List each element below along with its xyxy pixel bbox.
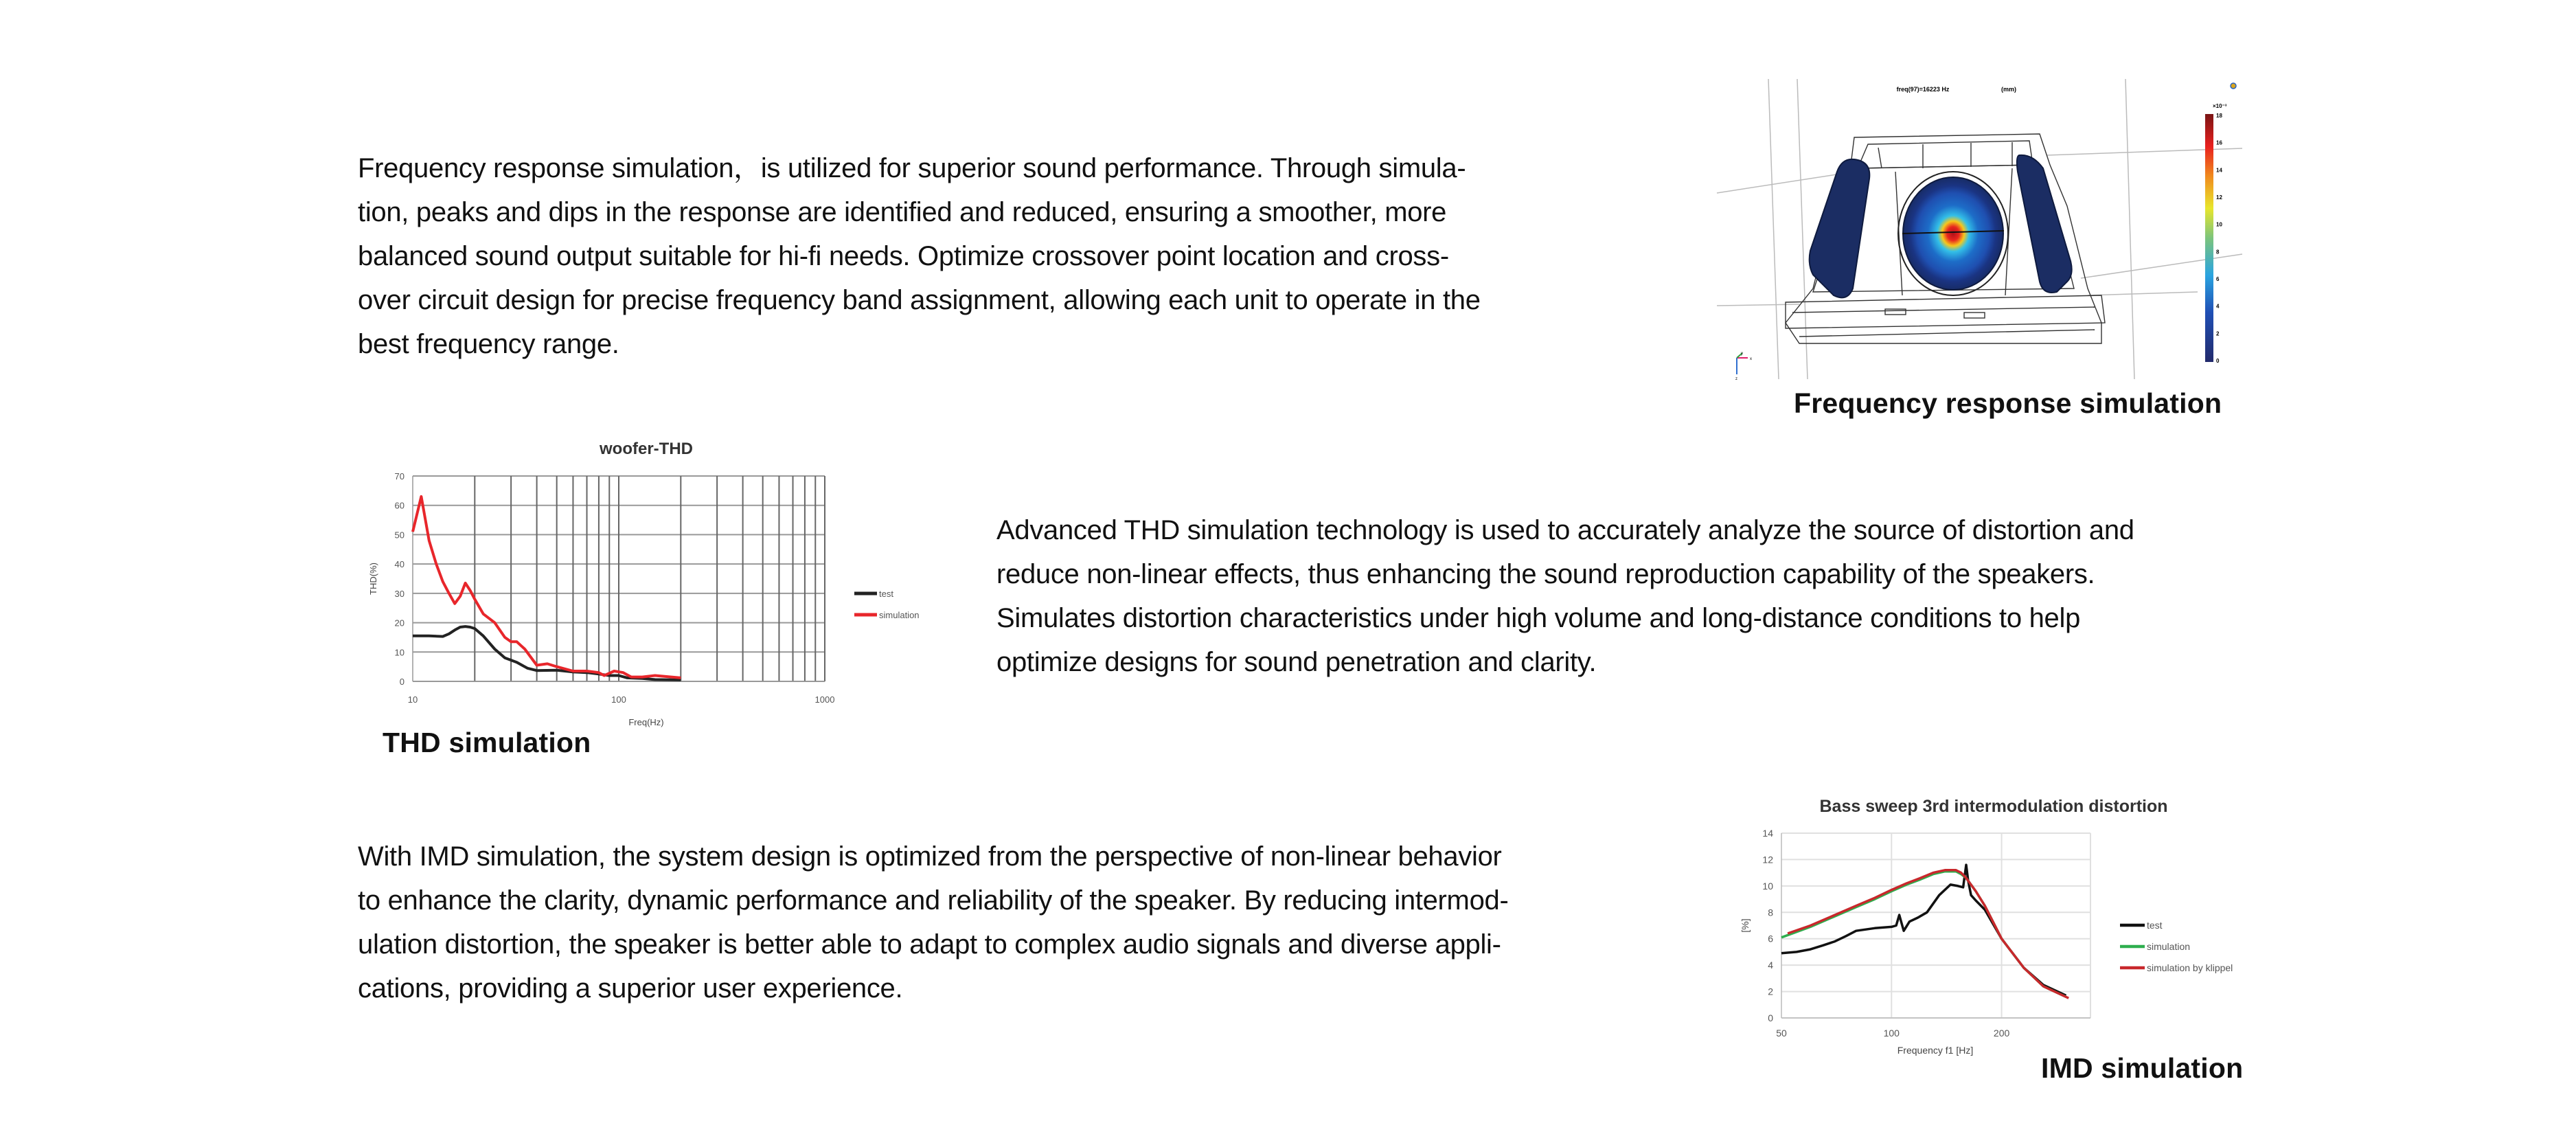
colorbar-tick-label: 0 [2216,358,2220,364]
colorbar-tick-label: 2 [2216,330,2220,337]
y-tick-label: 6 [1768,933,1773,944]
y-axis-label: THD(%) [368,563,378,595]
colorbar-tick-label: 4 [2216,303,2220,310]
paragraph-line: With IMD simulation, the system design is optimized from the perspective of non-linear behavior [358,841,1502,872]
paragraph-line: Advanced THD simulation technology is used to accurately analyze the source of distortion and [996,515,2134,545]
y-tick-label: 0 [1768,1012,1773,1023]
paragraph-line: cations, providing a superior user experience. [358,973,903,1004]
colorbar-tick-label: 14 [2216,167,2222,174]
svg-text:y: y [1741,352,1743,356]
y-tick-label: 0 [399,677,404,687]
paragraph-line: optimize designs for sound penetration and clarity. [996,647,1597,677]
legend-label: test [2147,920,2163,931]
legend-label: simulation [2147,941,2191,952]
y-tick-label: 40 [394,559,404,570]
y-tick-label: 30 [394,588,404,599]
y-tick-label: 14 [1762,828,1773,839]
colorbar-tick-label: 6 [2216,276,2220,282]
colorbar-tick-label: 8 [2216,249,2220,256]
legend-label: simulation [879,610,920,620]
paragraph-line: to enhance the clarity, dynamic performance and reliability of the speaker. By reducing intermod- [358,885,1509,916]
chart-title: Bass sweep 3rd intermodulation distortion [1819,797,2168,816]
x-tick-label: 100 [611,694,626,705]
y-tick-label: 2 [1768,986,1773,997]
svg-text:x: x [1750,357,1752,361]
svg-text:z: z [1735,377,1737,381]
paragraph-line: Simulates distortion characteristics under high volume and long-distance conditions to help [996,603,2081,633]
y-tick-label: 12 [1762,854,1773,865]
y-tick-label: 50 [394,530,404,541]
y-tick-label: 60 [394,500,404,511]
simulation-title: freq(97)=16223 Hz [1896,86,1950,93]
chart-title: woofer-THD [600,440,693,458]
colorbar-tick-label: 16 [2216,139,2222,146]
paragraph-line: tion, peaks and dips in the response are identified and reduced, ensuring a smoother, more [358,197,1447,227]
paragraph-line: over circuit design for precise frequency band assignment, allowing each unit to operate in the [358,285,1481,315]
legend-label: test [879,589,893,599]
colorbar-tick-label: 18 [2216,113,2222,119]
x-axis-label: Freq(Hz) [628,717,664,727]
colorbar-tick-label: 12 [2216,194,2222,201]
paragraph-line: balanced sound output suitable for hi-fi needs. Optimize crossover point location and cross- [358,241,1449,271]
series-line-simulation [1781,872,2066,997]
paragraph-line: Frequency response simulation，is utilized for superior sound performance. Through simula- [358,153,1466,183]
x-axis-label: Frequency f1 [Hz] [1897,1045,1974,1056]
x-tick-label: 1000 [814,694,835,705]
y-tick-label: 20 [394,617,404,628]
x-tick-label: 100 [1883,1028,1900,1039]
thd-caption: THD simulation [383,727,591,758]
simulation-unit: (mm) [2001,86,2016,93]
colorbar-tick-label: 10 [2216,221,2222,228]
frequency-caption: Frequency response simulation [1794,387,2222,419]
y-tick-label: 10 [1762,880,1773,892]
y-tick-label: 4 [1768,960,1773,971]
series-line-test [1781,865,2066,995]
y-tick-label: 10 [394,647,404,658]
imd-caption: IMD simulation [2041,1052,2244,1084]
x-tick-label: 200 [1993,1028,2010,1039]
series-line-simulation-by-klippel [1788,870,2068,998]
paragraph-line: reduce non-linear effects, thus enhancing the sound reproduction capability of the speakers. [996,559,2095,589]
y-tick-label: 70 [394,471,404,481]
paragraph-line: ulation distortion, the speaker is better able to adapt to complex audio signals and diverse appli- [358,929,1501,960]
x-tick-label: 50 [1776,1028,1787,1039]
y-tick-label: 8 [1768,907,1773,918]
colorbar-exponent: ×10⁻³ [2213,103,2227,109]
x-tick-label: 10 [407,694,418,705]
paragraph-line: best frequency range. [358,329,619,359]
legend-label: simulation by klippel [2147,962,2233,973]
y-axis-label: [%] [1740,918,1751,933]
